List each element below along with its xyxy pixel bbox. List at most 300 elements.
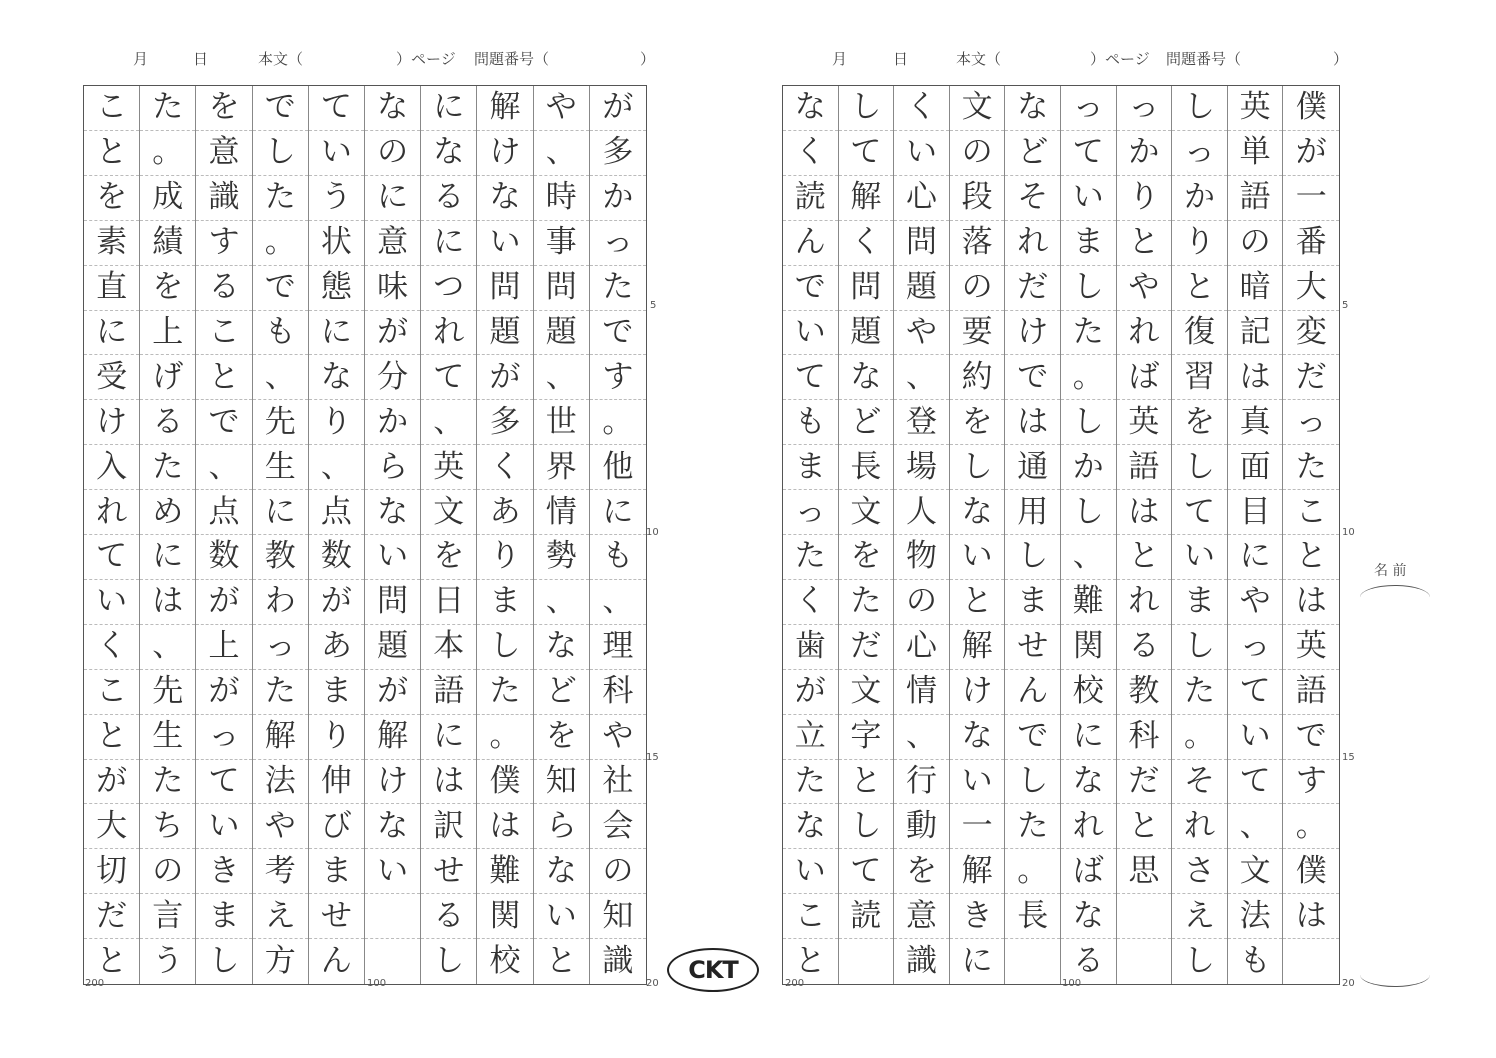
grid-cell: 、 bbox=[590, 580, 646, 625]
grid-cell bbox=[839, 939, 894, 984]
grid-cell: る bbox=[140, 400, 195, 445]
grid-cell: び bbox=[309, 804, 364, 849]
grid-cell: 意 bbox=[894, 894, 949, 939]
grid-cell: 数 bbox=[309, 535, 364, 580]
grid-cell: し bbox=[1005, 535, 1060, 580]
grid-cell: れ bbox=[421, 311, 476, 356]
right-manuscript-sheet bbox=[782, 85, 1340, 985]
grid-cell: 分 bbox=[365, 355, 420, 400]
grid-cell: そ bbox=[1005, 176, 1060, 221]
grid-cell: 段 bbox=[950, 176, 1005, 221]
grid-cell: 復 bbox=[1172, 311, 1227, 356]
grid-cell: 識 bbox=[196, 176, 251, 221]
grid-cell: て bbox=[421, 355, 476, 400]
grid-cell: 要 bbox=[950, 311, 1005, 356]
grid-cell: と bbox=[1117, 535, 1172, 580]
grid-cell: な bbox=[309, 355, 364, 400]
grid-cell: う bbox=[152, 943, 184, 980]
grid-cell: 方 bbox=[264, 943, 296, 980]
grid-cell: っ bbox=[590, 221, 646, 266]
grid-cell: 題 bbox=[839, 311, 894, 356]
grid-cell: 題 bbox=[894, 266, 949, 311]
grid-cell: 読 bbox=[839, 894, 894, 939]
name-input-area[interactable] bbox=[1360, 585, 1430, 987]
grid-cell: 直 bbox=[84, 266, 139, 311]
grid-cell: 意 bbox=[365, 221, 420, 266]
grid-cell: け bbox=[84, 400, 139, 445]
grid-cell: 、 bbox=[1228, 804, 1283, 849]
grid-cell: 落 bbox=[950, 221, 1005, 266]
grid-cell: こ bbox=[1283, 490, 1339, 535]
grid-cell: い bbox=[783, 849, 838, 894]
grid-cell: た bbox=[253, 176, 308, 221]
left-manuscript-sheet bbox=[83, 85, 647, 985]
page-label: ）ページ bbox=[1090, 50, 1150, 68]
grid-cell: と bbox=[1117, 804, 1172, 849]
grid-cell: 意 bbox=[196, 131, 251, 176]
grid-cell: 心 bbox=[894, 625, 949, 670]
right-grid bbox=[783, 86, 1339, 984]
grid-cell: 文 bbox=[950, 86, 1005, 131]
grid-cell: ま bbox=[1061, 221, 1116, 266]
grid-cell: し bbox=[208, 943, 240, 980]
text-column-1 bbox=[1283, 86, 1339, 984]
grid-cell: た bbox=[1005, 804, 1060, 849]
grid-cell: 題 bbox=[365, 625, 420, 670]
grid-cell: 難 bbox=[477, 849, 532, 894]
grid-cell bbox=[1005, 939, 1060, 984]
grid-cell: 記 bbox=[1228, 311, 1283, 356]
grid-cell: れ bbox=[1172, 804, 1227, 849]
grid-cell: い bbox=[365, 535, 420, 580]
grid-cell: が bbox=[365, 670, 420, 715]
grid-cell: を bbox=[894, 849, 949, 894]
grid-cell: か bbox=[590, 176, 646, 221]
grid-cell: 語 bbox=[1283, 670, 1339, 715]
grid-cell: せ bbox=[309, 894, 364, 939]
grid-cell: く bbox=[783, 580, 838, 625]
grid-cell: ら bbox=[534, 804, 589, 849]
grid-cell: し bbox=[1061, 266, 1116, 311]
grid-cell: ん bbox=[320, 943, 352, 980]
grid-cell: た bbox=[140, 86, 195, 131]
grid-cell: て bbox=[1061, 131, 1116, 176]
grid-cell: さ bbox=[1172, 849, 1227, 894]
text-column-3 bbox=[1172, 86, 1228, 984]
line-marker-20: 20 bbox=[646, 978, 659, 989]
grid-cell: て bbox=[1228, 760, 1283, 805]
grid-cell: て bbox=[783, 355, 838, 400]
grid-cell: で bbox=[196, 400, 251, 445]
grid-cell: た bbox=[477, 670, 532, 715]
grid-cell: 教 bbox=[253, 535, 308, 580]
grid-cell: に bbox=[253, 490, 308, 535]
grid-cell: 伸 bbox=[309, 760, 364, 805]
grid-cell: な bbox=[477, 176, 532, 221]
honbun-label: 本文（ bbox=[258, 50, 304, 68]
grid-cell: て bbox=[839, 849, 894, 894]
grid-cell: 校 bbox=[489, 943, 521, 980]
grid-cell: な bbox=[839, 355, 894, 400]
grid-cell: 解 bbox=[950, 849, 1005, 894]
page-label: ）ページ bbox=[396, 50, 456, 68]
grid-cell: け bbox=[365, 760, 420, 805]
grid-cell: 教 bbox=[1117, 670, 1172, 715]
grid-cell: た bbox=[1172, 670, 1227, 715]
grid-cell: 、 bbox=[196, 445, 251, 490]
text-column-8 bbox=[196, 86, 252, 984]
grid-cell: 、 bbox=[894, 355, 949, 400]
grid-cell: し bbox=[1172, 625, 1227, 670]
grid-cell: か bbox=[1117, 131, 1172, 176]
grid-cell: が bbox=[309, 580, 364, 625]
grid-cell: ま bbox=[783, 445, 838, 490]
grid-cell bbox=[1117, 894, 1172, 939]
grid-cell: 社 bbox=[590, 760, 646, 805]
grid-cell: 大 bbox=[84, 804, 139, 849]
grid-cell: し bbox=[839, 804, 894, 849]
grid-cell: 時 bbox=[534, 176, 589, 221]
grid-cell: 英 bbox=[421, 445, 476, 490]
grid-cell: だ bbox=[84, 894, 139, 939]
grid-cell: と bbox=[545, 943, 577, 980]
grid-cell: い bbox=[894, 131, 949, 176]
grid-cell: わ bbox=[253, 580, 308, 625]
grid-cell: と bbox=[84, 715, 139, 760]
month-label: 月 bbox=[832, 50, 848, 68]
grid-cell: っ bbox=[196, 715, 251, 760]
grid-cell: し bbox=[1061, 490, 1116, 535]
grid-cell: す bbox=[1283, 760, 1339, 805]
grid-cell: た bbox=[839, 580, 894, 625]
grid-cell: き bbox=[950, 894, 1005, 939]
grid-cell: 界 bbox=[534, 445, 589, 490]
grid-cell: 。 bbox=[253, 221, 308, 266]
grid-cell: を bbox=[950, 400, 1005, 445]
grid-cell: 心 bbox=[894, 176, 949, 221]
grid-cell: っ bbox=[253, 625, 308, 670]
grid-cell: 、 bbox=[309, 445, 364, 490]
grid-cell: し bbox=[433, 943, 465, 980]
grid-cell: に bbox=[84, 311, 139, 356]
grid-cell: た bbox=[783, 535, 838, 580]
grid-cell: に bbox=[365, 176, 420, 221]
grid-cell: い bbox=[1172, 535, 1227, 580]
grid-cell: れ bbox=[1061, 804, 1116, 849]
grid-cell: 、 bbox=[421, 400, 476, 445]
grid-cell: と bbox=[1283, 535, 1339, 580]
grid-cell: な bbox=[1061, 894, 1116, 939]
grid-cell: 用 bbox=[1005, 490, 1060, 535]
grid-cell: で bbox=[1005, 355, 1060, 400]
grid-cell: れ bbox=[84, 490, 139, 535]
grid-cell: り bbox=[477, 535, 532, 580]
grid-cell: 。 bbox=[1061, 355, 1116, 400]
grid-cell: で bbox=[783, 266, 838, 311]
grid-cell: 関 bbox=[477, 894, 532, 939]
grid-cell: て bbox=[839, 131, 894, 176]
grid-cell: な bbox=[421, 131, 476, 176]
grid-cell: ま bbox=[309, 849, 364, 894]
grid-cell: 、 bbox=[140, 625, 195, 670]
grid-cell: て bbox=[309, 86, 364, 131]
grid-cell: 勢 bbox=[534, 535, 589, 580]
grid-cell: な bbox=[534, 849, 589, 894]
grid-cell: が bbox=[84, 760, 139, 805]
grid-cell: 日 bbox=[421, 580, 476, 625]
grid-cell: 解 bbox=[253, 715, 308, 760]
day-label: 日 bbox=[193, 50, 209, 68]
grid-cell: り bbox=[309, 715, 364, 760]
grid-cell: と bbox=[196, 355, 251, 400]
grid-cell: た bbox=[253, 670, 308, 715]
grid-cell: だ bbox=[1117, 760, 1172, 805]
grid-cell: 入 bbox=[84, 445, 139, 490]
grid-cell: っ bbox=[1283, 400, 1339, 445]
grid-cell: が bbox=[783, 670, 838, 715]
grid-cell: 多 bbox=[590, 131, 646, 176]
grid-cell: が bbox=[196, 580, 251, 625]
grid-cell: る bbox=[1117, 625, 1172, 670]
grid-cell: し bbox=[253, 131, 308, 176]
grid-cell: 識 bbox=[905, 943, 937, 980]
grid-cell: な bbox=[783, 86, 838, 131]
grid-cell: 語 bbox=[421, 670, 476, 715]
grid-cell: 文 bbox=[421, 490, 476, 535]
grid-cell: 。 bbox=[590, 400, 646, 445]
grid-cell: の bbox=[590, 849, 646, 894]
grid-cell: す bbox=[196, 221, 251, 266]
text-column-9 bbox=[839, 86, 895, 984]
grid-cell: ど bbox=[839, 400, 894, 445]
grid-cell: 長 bbox=[839, 445, 894, 490]
grid-cell: い bbox=[196, 804, 251, 849]
grid-cell: に bbox=[590, 490, 646, 535]
line-marker-10: 10 bbox=[646, 527, 659, 538]
grid-cell: せ bbox=[421, 849, 476, 894]
grid-cell: ど bbox=[1005, 131, 1060, 176]
text-column-2 bbox=[1228, 86, 1284, 984]
grid-cell: は bbox=[140, 580, 195, 625]
grid-cell: 法 bbox=[1228, 894, 1283, 939]
grid-cell: 情 bbox=[534, 490, 589, 535]
grid-cell: 解 bbox=[365, 715, 420, 760]
grid-cell: け bbox=[477, 131, 532, 176]
grid-cell: で bbox=[590, 311, 646, 356]
grid-cell: が bbox=[590, 86, 646, 131]
grid-cell: ま bbox=[477, 580, 532, 625]
grid-cell: く bbox=[84, 625, 139, 670]
grid-cell: 解 bbox=[950, 625, 1005, 670]
grid-cell: ら bbox=[365, 445, 420, 490]
grid-cell: も bbox=[1239, 943, 1271, 980]
grid-cell: ま bbox=[1005, 580, 1060, 625]
grid-cell: ん bbox=[783, 221, 838, 266]
grid-cell: 難 bbox=[1061, 580, 1116, 625]
grid-cell: な bbox=[1061, 760, 1116, 805]
grid-cell: 、 bbox=[894, 715, 949, 760]
grid-cell: 語 bbox=[1228, 176, 1283, 221]
grid-cell: 単 bbox=[1228, 131, 1283, 176]
grid-cell: 、 bbox=[1061, 535, 1116, 580]
grid-cell: く bbox=[783, 131, 838, 176]
grid-cell: 僕 bbox=[477, 760, 532, 805]
grid-cell: て bbox=[1228, 670, 1283, 715]
grid-cell: 。 bbox=[140, 131, 195, 176]
name-label: 名 前 bbox=[1374, 563, 1407, 579]
grid-cell: 先 bbox=[253, 400, 308, 445]
text-column-5 bbox=[365, 86, 421, 984]
grid-cell: や bbox=[894, 311, 949, 356]
grid-cell: 思 bbox=[1117, 849, 1172, 894]
grid-cell: 僕 bbox=[1283, 86, 1339, 131]
grid-cell: 一 bbox=[950, 804, 1005, 849]
text-column-6 bbox=[309, 86, 365, 984]
close-paren: ） bbox=[1333, 50, 1349, 68]
grid-cell: 題 bbox=[534, 311, 589, 356]
text-column-7 bbox=[950, 86, 1006, 984]
grid-cell: し bbox=[950, 445, 1005, 490]
grid-cell: っ bbox=[1228, 625, 1283, 670]
grid-cell: が bbox=[365, 311, 420, 356]
grid-cell: を bbox=[839, 535, 894, 580]
grid-cell: て bbox=[196, 760, 251, 805]
grid-cell: 生 bbox=[140, 715, 195, 760]
grid-cell: 大 bbox=[1283, 266, 1339, 311]
grid-cell: は bbox=[1228, 355, 1283, 400]
grid-cell: 行 bbox=[894, 760, 949, 805]
grid-cell: 上 bbox=[196, 625, 251, 670]
grid-cell: の bbox=[950, 266, 1005, 311]
grid-cell: に bbox=[1061, 715, 1116, 760]
grid-cell: し bbox=[1172, 86, 1227, 131]
grid-cell: 登 bbox=[894, 400, 949, 445]
grid-cell: い bbox=[534, 894, 589, 939]
grid-cell: に bbox=[421, 715, 476, 760]
grid-cell: 受 bbox=[84, 355, 139, 400]
grid-cell: 言 bbox=[140, 894, 195, 939]
grid-cell: や bbox=[1228, 580, 1283, 625]
grid-cell: に bbox=[1228, 535, 1283, 580]
grid-cell: 立 bbox=[783, 715, 838, 760]
grid-cell: こ bbox=[783, 894, 838, 939]
grid-cell: を bbox=[196, 86, 251, 131]
day-label: 日 bbox=[893, 50, 909, 68]
ckt-logo: CKT bbox=[667, 948, 759, 992]
grid-cell: や bbox=[253, 804, 308, 849]
grid-cell: 物 bbox=[894, 535, 949, 580]
grid-cell: い bbox=[1061, 176, 1116, 221]
grid-cell: な bbox=[365, 86, 420, 131]
grid-cell: な bbox=[365, 804, 420, 849]
line-marker-5: 5 bbox=[1342, 300, 1349, 311]
grid-cell bbox=[1283, 939, 1339, 984]
grid-cell: い bbox=[950, 760, 1005, 805]
grid-cell: り bbox=[309, 400, 364, 445]
line-marker-15: 15 bbox=[1342, 752, 1355, 763]
grid-cell: は bbox=[477, 804, 532, 849]
grid-cell: 問 bbox=[894, 221, 949, 266]
grid-cell: し bbox=[1183, 943, 1215, 980]
grid-cell: 動 bbox=[894, 804, 949, 849]
grid-cell: 生 bbox=[253, 445, 308, 490]
grid-cell: 数 bbox=[196, 535, 251, 580]
grid-cell: で bbox=[1283, 715, 1339, 760]
grid-cell: た bbox=[783, 760, 838, 805]
grid-cell: 他 bbox=[590, 445, 646, 490]
grid-cell: は bbox=[1283, 580, 1339, 625]
grid-cell: げ bbox=[140, 355, 195, 400]
grid-cell: 問 bbox=[477, 266, 532, 311]
grid-cell: な bbox=[1005, 86, 1060, 131]
grid-cell: っ bbox=[783, 490, 838, 535]
grid-cell: 上 bbox=[140, 311, 195, 356]
text-column-9 bbox=[140, 86, 196, 984]
grid-cell: れ bbox=[1005, 221, 1060, 266]
grid-cell: 文 bbox=[839, 670, 894, 715]
grid-cell: で bbox=[253, 266, 308, 311]
month-label: 月 bbox=[133, 50, 149, 68]
grid-cell: る bbox=[421, 176, 476, 221]
grid-cell: 英 bbox=[1283, 625, 1339, 670]
grid-cell: 考 bbox=[253, 849, 308, 894]
grid-cell: は bbox=[421, 760, 476, 805]
grid-cell: っ bbox=[1061, 86, 1116, 131]
grid-cell: 、 bbox=[253, 355, 308, 400]
grid-cell: 読 bbox=[783, 176, 838, 221]
grid-cell: う bbox=[309, 176, 364, 221]
grid-cell: き bbox=[196, 849, 251, 894]
grid-cell: く bbox=[477, 445, 532, 490]
grid-cell: 、 bbox=[534, 131, 589, 176]
grid-cell: で bbox=[253, 86, 308, 131]
line-marker-10: 10 bbox=[1342, 527, 1355, 538]
grid-cell: 僕 bbox=[1283, 849, 1339, 894]
grid-cell: は bbox=[1117, 490, 1172, 535]
grid-cell: 問 bbox=[365, 580, 420, 625]
grid-cell: て bbox=[84, 535, 139, 580]
grid-cell: た bbox=[140, 760, 195, 805]
grid-cell: が bbox=[477, 355, 532, 400]
honbun-label: 本文（ bbox=[956, 50, 1002, 68]
grid-cell: ま bbox=[1172, 580, 1227, 625]
grid-cell: ま bbox=[196, 894, 251, 939]
grid-cell: と bbox=[96, 943, 128, 980]
grid-cell: 訳 bbox=[421, 804, 476, 849]
name-box bbox=[1360, 563, 1432, 990]
grid-cell: 先 bbox=[140, 670, 195, 715]
count-marker-200: 200 bbox=[785, 978, 805, 989]
grid-cell: 一 bbox=[1283, 176, 1339, 221]
grid-cell: を bbox=[421, 535, 476, 580]
grid-cell: な bbox=[534, 625, 589, 670]
text-column-3 bbox=[477, 86, 533, 984]
grid-cell: れ bbox=[1117, 580, 1172, 625]
grid-cell: た bbox=[590, 266, 646, 311]
grid-cell: 。 bbox=[477, 715, 532, 760]
count-marker-100: 100 bbox=[1062, 978, 1082, 989]
mondai-label: 問題番号（ bbox=[1166, 50, 1242, 68]
grid-cell: 字 bbox=[839, 715, 894, 760]
grid-cell: え bbox=[1172, 894, 1227, 939]
grid-cell: 、 bbox=[534, 580, 589, 625]
grid-cell: の bbox=[950, 131, 1005, 176]
grid-cell: を bbox=[140, 266, 195, 311]
grid-cell: 点 bbox=[196, 490, 251, 535]
grid-cell: こ bbox=[196, 311, 251, 356]
grid-cell: ば bbox=[1117, 355, 1172, 400]
grid-cell: 切 bbox=[84, 849, 139, 894]
